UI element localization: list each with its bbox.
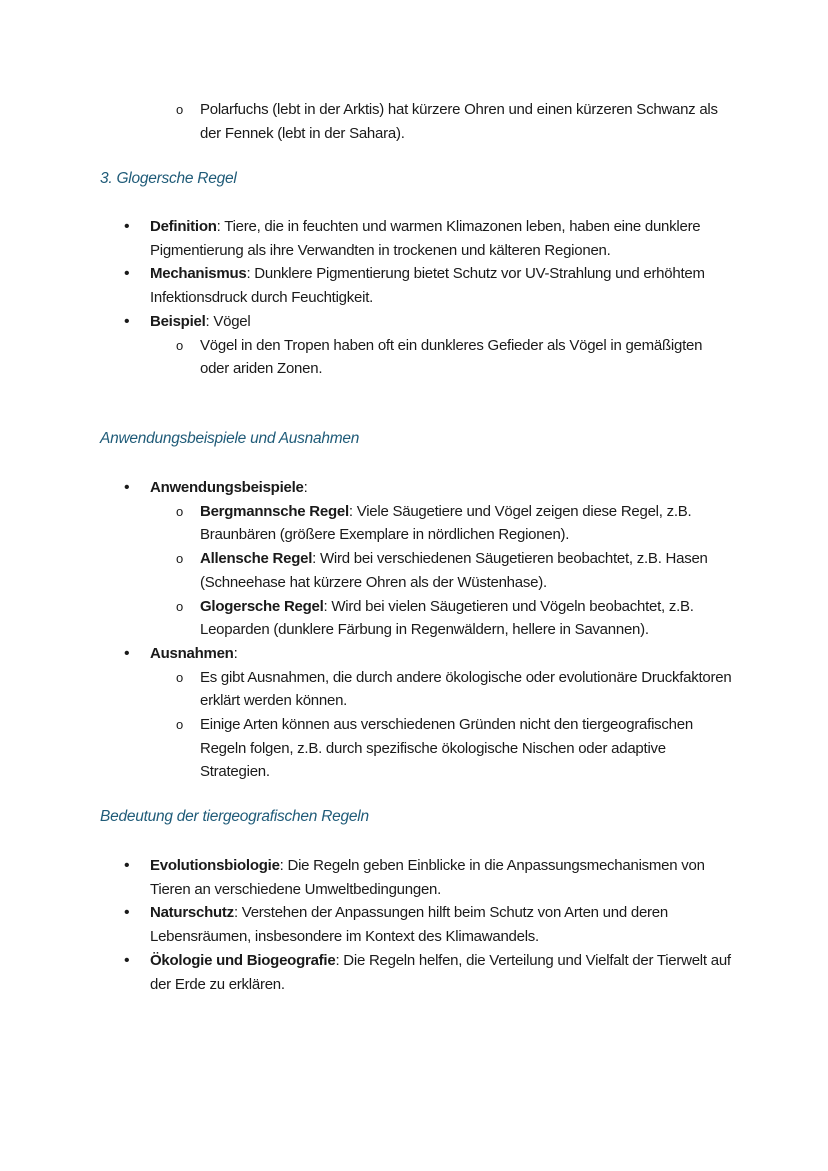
circle-bullet-icon: o [176, 337, 183, 353]
circle-bullet-icon: o [176, 102, 183, 117]
circle-bullet-icon: o [176, 669, 183, 685]
item-text: Einige Arten können aus verschiedenen Gründen nicht den tiergeografischen Regeln folgen, z.B. durch spezifische ökologische Nischen oder adaptive Strategien. [200, 716, 693, 781]
bullet-icon: • [124, 904, 130, 922]
item-term: Bergmannsche Regel [200, 502, 349, 520]
item-term: Ausnahmen [150, 644, 234, 662]
bullet-icon: • [124, 857, 130, 874]
list-item [0, 854, 735, 901]
list-subitem [0, 547, 735, 594]
section-heading: 3. Glogersche Regel [100, 170, 237, 187]
item-term: Glogersche Regel [200, 597, 324, 615]
bullet-icon: • [124, 218, 130, 235]
item-text: Vögel in den Tropen haben oft ein dunkleres Gefieder als Vögel in gemäßigten oder ariden Zonen. [200, 336, 703, 378]
bullet-icon: • [124, 265, 130, 283]
item-text: : Tiere, die in feuchten und warmen Klimazonen leben, haben eine dunklere Pigmentierung als ihre Verwandten in trockenen und kälteren Regionen. [150, 218, 701, 259]
item-text: : Verstehen der Anpassungen hilft beim Schutz von Arten und deren Lebensräumen, insbesondere im Kontext des Klimawandels. [150, 904, 668, 946]
item-text: : [233, 644, 238, 662]
list-subitem [0, 595, 745, 642]
circle-bullet-icon: o [176, 503, 183, 519]
bullet-icon: • [124, 644, 130, 662]
circle-bullet-icon: o [176, 717, 183, 733]
list-subitem [0, 334, 735, 381]
item-text: Es gibt Ausnahmen, die durch andere ökologische oder evolutionäre Druckfaktoren erklärt werden können. [200, 668, 732, 710]
section1-list [0, 215, 828, 381]
list-item [0, 262, 735, 309]
bullet-icon: • [124, 951, 130, 969]
item-term: Definition [150, 218, 217, 235]
item-text: : Die Regeln geben Einblicke in die Anpassungsmechanismen von Tieren an verschiedene Umweltbedingungen. [150, 857, 705, 898]
section-heading: Anwendungsbeispiele und Ausnahmen [100, 430, 360, 447]
item-text: : Wird bei vielen Säugetieren und Vögeln beobachtet, z.B. Leoparden (dunklere Färbung in Regenwäldern, hellere in Savannen). [200, 597, 694, 639]
list-item [0, 310, 735, 334]
list-subitem [0, 500, 735, 547]
item-term: Naturschutz [150, 904, 234, 922]
bullet-icon: • [124, 312, 130, 330]
list-item [0, 642, 735, 666]
item-text: : Dunklere Pigmentierung bietet Schutz vor UV-Strahlung und erhöhtem Infektionsdruck durch Feuchtigkeit. [150, 265, 705, 307]
item-text: Polarfuchs (lebt in der Arktis) hat kürzere Ohren und einen kürzeren Schwanz als der Fennek (lebt in der Sahara). [200, 101, 718, 142]
item-text: : Vögel [205, 312, 251, 330]
item-term: Beispiel [150, 312, 206, 330]
list-subitem [0, 666, 735, 713]
item-term: Evolutionsbiologie [150, 857, 280, 874]
list-item [0, 949, 735, 996]
item-text: : Wird bei verschiedenen Säugetieren beobachtet, z.B. Hasen (Schneehase hat kürzere Ohren als der Wüstenhase). [200, 550, 708, 591]
item-text: : Die Regeln helfen, die Verteilung und Vielfalt der Tierwelt auf der Erde zu erklären. [150, 951, 731, 993]
list-item [0, 901, 735, 948]
list-subitem [0, 98, 735, 145]
bullet-icon: • [124, 479, 130, 496]
item-text: : [303, 479, 308, 496]
item-term: Anwendungsbeispiele [150, 479, 304, 496]
item-text: : Viele Säugetiere und Vögel zeigen diese Regel, z.B. Braunbären (größere Exemplare in nördlichen Regionen). [200, 502, 692, 544]
list-item [0, 476, 735, 500]
item-term: Mechanismus [150, 265, 247, 283]
list-item [0, 215, 735, 262]
continued-list [0, 98, 828, 145]
section-heading: Bedeutung der tiergeografischen Regeln [100, 808, 369, 825]
item-term: Ökologie und Biogeografie [150, 951, 336, 969]
list-subitem [0, 713, 735, 784]
circle-bullet-icon: o [176, 598, 183, 614]
item-term: Allensche Regel [200, 550, 313, 568]
circle-bullet-icon: o [176, 551, 183, 567]
section2-list [0, 476, 828, 784]
section3-list [0, 854, 828, 996]
